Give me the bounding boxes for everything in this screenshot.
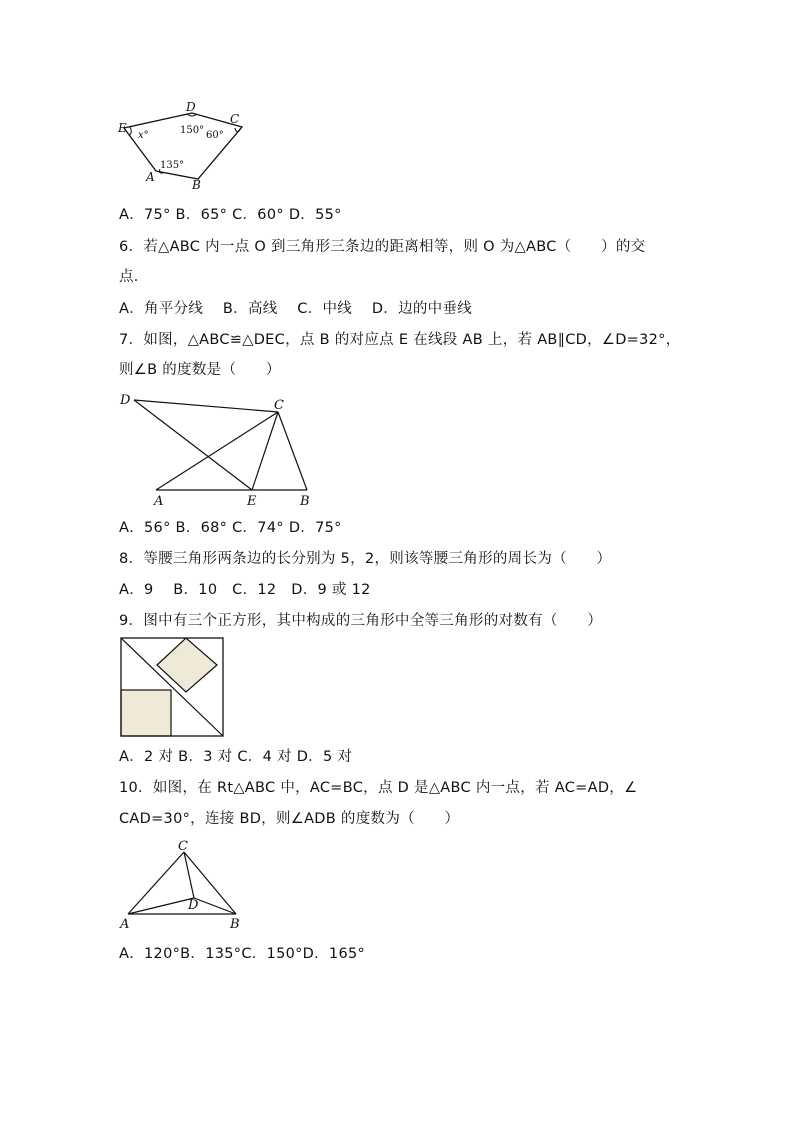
q10-label-a: A xyxy=(120,917,130,932)
q5-angle-x-label: x° xyxy=(138,130,149,141)
q10-segment-ac xyxy=(128,852,184,914)
q10-stem-line2: CAD=30°，连接 BD，则∠ADB 的度数为（ ） xyxy=(119,811,460,827)
q7-segment-de xyxy=(134,400,252,490)
q10-triangle-figure xyxy=(116,836,246,934)
q5-angle-135-label: 135° xyxy=(160,160,185,171)
q7-label-e: E xyxy=(247,494,257,509)
q5-label-a: A xyxy=(146,170,155,184)
q10-segment-cd xyxy=(184,852,194,898)
q7-options: A．56° B．68° C．74° D．75° xyxy=(119,520,342,536)
q7-label-d: D xyxy=(120,393,131,408)
q7-stem-line2: 则∠B 的度数是（ ） xyxy=(119,362,281,378)
q6-options: A．角平分线 B．高线 C．中线 D．边的中垂线 xyxy=(119,301,473,317)
q10-options: A．120°B．135°C．150°D．165° xyxy=(119,946,366,962)
q5-label-d: D xyxy=(186,100,196,114)
q7-segment-ac xyxy=(156,412,278,490)
q6-stem-line2: 点． xyxy=(119,269,149,285)
q5-label-c: C xyxy=(230,112,240,126)
q8-stem: 8．等腰三角形两条边的长分别为 5，2，则该等腰三角形的周长为（ ） xyxy=(119,551,612,567)
q9-squares-figure xyxy=(119,636,225,738)
q6-stem-line1: 6．若△ABC 内一点 O 到三角形三条边的距离相等，则 O 为△ABC（ ）的交 xyxy=(119,239,646,255)
q7-segment-ec xyxy=(252,412,278,490)
q5-angle-60-label: 60° xyxy=(206,130,224,141)
q9-stem: 9．图中有三个正方形，其中构成的三角形中全等三角形的对数有（ ） xyxy=(119,613,603,629)
q7-triangles-figure xyxy=(112,388,318,510)
q10-label-b: B xyxy=(230,917,240,932)
q5-label-e: E xyxy=(118,121,127,135)
q8-options: A．9 B．10 C．12 D．9 或 12 xyxy=(119,582,371,598)
q9-small-square xyxy=(121,690,171,736)
q10-segment-ad xyxy=(128,898,194,914)
q5-angle-150-label: 150° xyxy=(180,125,205,136)
q9-options: A．2 对 B．3 对 C．4 对 D．5 对 xyxy=(119,749,353,765)
q5-label-b: B xyxy=(192,178,201,192)
q10-stem-line1: 10．如图，在 Rt△ABC 中，AC=BC，点 D 是△ABC 内一点，若 AC=AD，∠ xyxy=(119,780,638,796)
q10-label-c: C xyxy=(178,839,188,854)
q7-label-b: B xyxy=(300,494,310,509)
q7-segment-cb xyxy=(278,412,307,490)
q10-label-d: D xyxy=(188,898,199,913)
q7-label-a: A xyxy=(154,494,164,509)
q9-tilted-square xyxy=(157,638,217,692)
q7-label-c: C xyxy=(274,398,284,413)
q7-segment-dc xyxy=(134,400,278,412)
q5-pentagon-figure xyxy=(112,96,262,194)
q5-options: A．75° B．65° C．60° D．55° xyxy=(119,207,342,223)
q7-stem-line1: 7．如图，△ABC≌△DEC，点 B 的对应点 E 在线段 AB 上，若 AB∥CD，∠D=32°， xyxy=(119,332,681,348)
